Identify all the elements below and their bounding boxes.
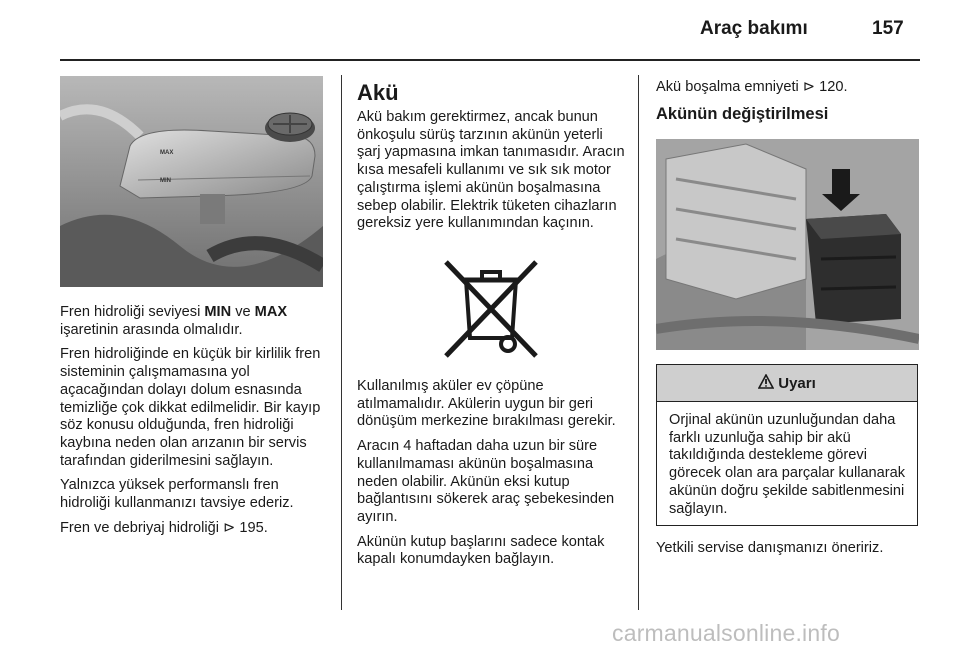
max-mark-label: MAX <box>160 150 174 156</box>
battery-heading: Akü <box>357 80 399 105</box>
column-replacement-cont <box>656 540 926 565</box>
min-mark-label: MIN <box>160 178 171 184</box>
crossed-out-wheelie-bin-icon <box>438 258 544 360</box>
warning-title: Uyarı <box>778 374 816 392</box>
column-brake-fluid <box>60 304 330 544</box>
column-divider <box>341 75 342 610</box>
paragraph-fluid-level: Fren hidroliği seviyesi MIN ve MAX işaretinin arasında olmalıdır. <box>60 304 288 338</box>
header-rule <box>60 59 920 61</box>
column-replacement <box>656 79 926 138</box>
column-battery <box>357 80 625 240</box>
warning-header <box>657 365 917 402</box>
replacement-heading: Akünün değiştirilmesi <box>656 104 829 123</box>
brake-fluid-reservoir-photo <box>60 76 323 287</box>
column-battery-cont <box>357 378 627 576</box>
paragraph-cleanliness: Fren hidroliğinde en küçük bir kirlilik fren sisteminin çalışmamasına yol açacağından dolayı dolum esnasında temizliğe çok dikkat edilmelidir. Bir kayıp söz konusu olduğunda, fren hidroliği kaybına neden olan arızanın bir servis tarafından giderilmesini sağlayın. <box>60 346 321 469</box>
paragraph-maintenance: Akü bakım gerektirmez, ancak bunun önkoşulu sürüş tarzının akünün yeterli şarj yapmasına imkan tanımasıdır. Aracın kısa mesafeli kullanımı ve sık sık motor çalıştırma işlemi akünün boşalmasına sebep olabilir. Elektrik tüketen cihazların gereksiz yere kullanımından kaçının. <box>357 109 625 232</box>
paragraph-service-advice: Yetkili servise danışmanızı öneririz. <box>656 540 884 556</box>
warning-box <box>656 364 918 526</box>
paragraph-discharge-protection: Akü boşalma emniyeti ⊳ 120. <box>656 79 848 95</box>
paragraph-reference: Fren ve debriyaj hidroliği ⊳ 195. <box>60 519 268 536</box>
warning-text: Orjinal akünün uzunluğundan daha farklı uzunluğa sahip bir akü takıldığında destekleme görevi görecek olan ara parçalar kullanarak akünün doğru şekilde sabitlenmesini sağlayın. <box>669 412 906 517</box>
page-reference-icon: ⊳ <box>802 79 816 95</box>
column-divider <box>638 75 639 610</box>
page-reference-icon: ⊳ <box>223 519 236 536</box>
battery-location-photo <box>656 139 919 350</box>
paragraph-disposal: Kullanılmış aküler ev çöpüne atılmamalıdır. Akülerin uygun bir geri dönüşüm merkezine bırakılması gerekir. <box>357 378 616 430</box>
page-number: 157 <box>872 18 904 39</box>
warning-triangle-icon <box>758 374 774 393</box>
paragraph-connection: Akünün kutup başlarını sadece kontak kapalı konumdayken bağlayın. <box>357 533 605 568</box>
paragraph-discharge: Aracın 4 haftadan daha uzun bir süre kullanılmaması akünün boşalmasına neden olabilir. Akünün eksi kutup bağlantısını sökerek araç şebekesinden ayırın. <box>357 438 615 525</box>
watermark: carmanualsonline.info <box>612 620 840 646</box>
section-title: Araç bakımı <box>700 18 808 39</box>
paragraph-recommendation: Yalnızca yüksek performanslı fren hidroliği kullanmanızı tavsiye ederiz. <box>60 477 294 512</box>
